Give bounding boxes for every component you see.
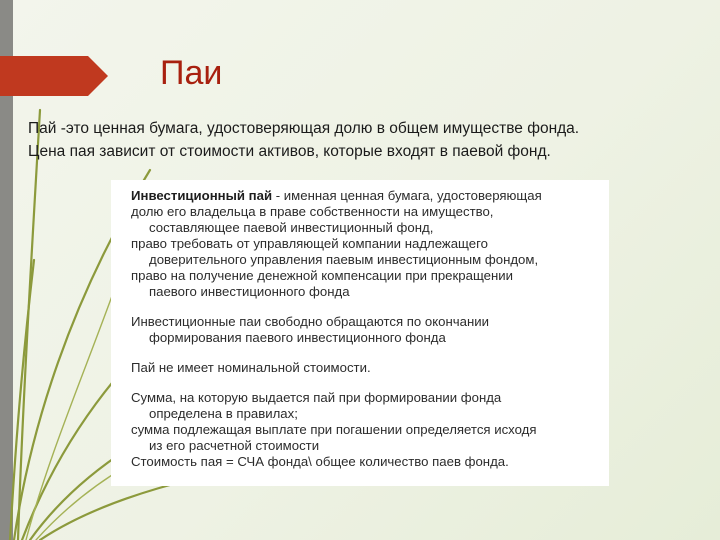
- card-line: право требовать от управляющей компании надлежащего: [131, 236, 488, 251]
- card-line: долю его владельца в праве собственности на имущество,: [131, 204, 494, 219]
- card-line: Пай не имеет номинальной стоимости.: [131, 360, 371, 375]
- intro-text: [28, 117, 708, 163]
- card-line: доверительного управления паевым инвестиционным фондом,: [149, 252, 539, 267]
- card-line: Стоимость пая = СЧА фонда\ общее количество паев фонда.: [131, 454, 509, 469]
- card-line: Сумма, на которую выдается пай при формировании фонда: [131, 390, 502, 405]
- card-line: составляющее паевой инвестиционный фонд,: [149, 220, 434, 235]
- intro-line: Цена пая зависит от стоимости активов, которые входят в паевой фонд.: [28, 143, 551, 160]
- title-accent-arrow: [0, 56, 108, 96]
- card-line: из его расчетной стоимости: [149, 438, 320, 453]
- card-line: Инвестиционные паи свободно обращаются по окончании: [131, 314, 489, 329]
- term-bold: Инвестиционный пай: [131, 188, 273, 203]
- card-line: сумма подлежащая выплате при погашении определяется исходя: [131, 422, 537, 437]
- definition-text: - именная ценная бумага, удостоверяющая: [272, 188, 542, 203]
- intro-line: Пай -это ценная бумага, удостоверяющая долю в общем имуществе фонда.: [28, 120, 580, 137]
- slide-title: Паи: [160, 54, 223, 92]
- card-line: право на получение денежной компенсации при прекращении: [131, 268, 513, 283]
- card-line: [131, 188, 595, 204]
- card-line: паевого инвестиционного фонда: [149, 284, 350, 299]
- card-line: определена в правилах;: [149, 406, 298, 421]
- card-line: формирования паевого инвестиционного фонда: [149, 330, 446, 345]
- definition-card: [111, 180, 609, 486]
